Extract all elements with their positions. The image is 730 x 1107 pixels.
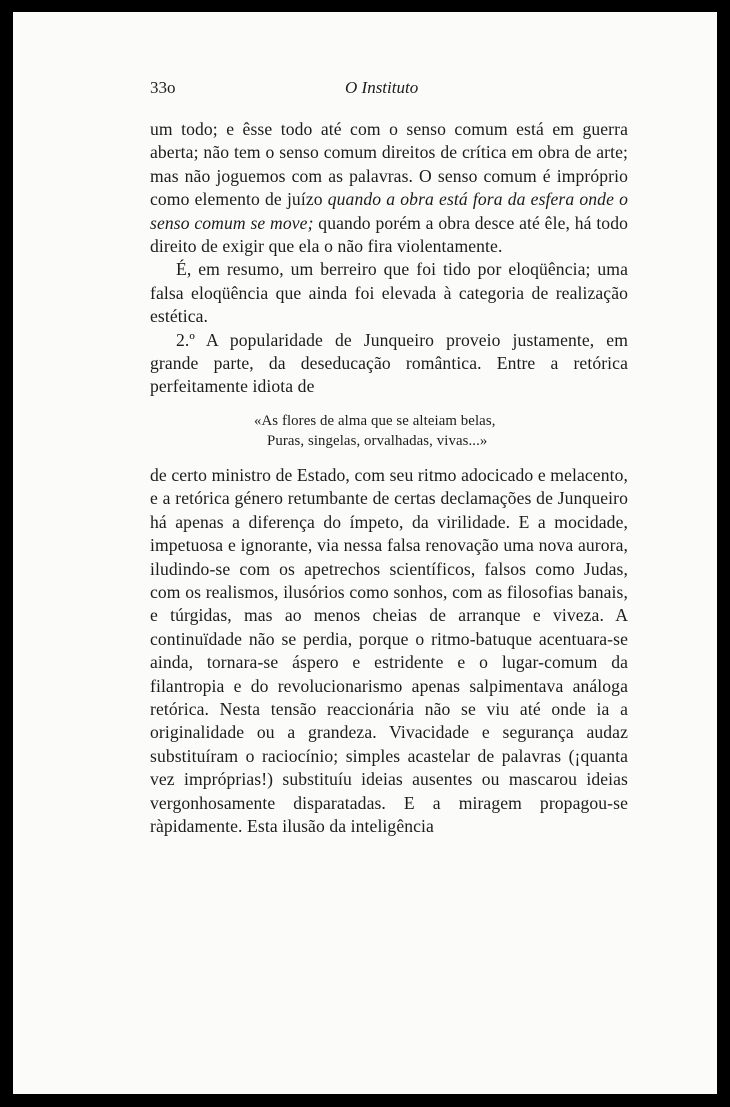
book-page	[13, 12, 717, 1094]
verse-line-2: Puras, singelas, orvalhadas, vivas...»	[267, 433, 488, 450]
page-number: 33o	[150, 78, 176, 97]
paragraph-3: 2.º A popularidade de Junqueiro proveio justamente, em grande parte, da deseducação romântica. Entre a retórica perfeitamente idiota de	[150, 329, 628, 397]
running-title: O Instituto	[345, 78, 419, 97]
paragraph-1-text-a: um todo; e êsse todo até com o senso comum está em guerra aberta; não tem o senso comum direitos de crítica em obra de arte; mas não joguemos com as palavras. O senso comum é impróprio como elemento de juízo	[150, 119, 628, 210]
running-head	[150, 78, 628, 100]
verse-quotation	[150, 411, 628, 452]
paragraph-2: É, em resumo, um berreiro que foi tido por eloqüência; uma falsa eloqüência que ainda foi elevada à categoria de realização estética.	[150, 259, 628, 327]
paragraph-1	[150, 118, 628, 258]
paragraph-1-text-b: quando porém a obra desce até êle, há todo direito de exigir que ela o não fira violentamente.	[150, 212, 628, 257]
paragraph-4: de certo ministro de Estado, com seu ritmo adocicado e melacento, e a retórica género retumbante de certas declamações de Junqueiro há apenas a diferença do ímpeto, da virilidade. E a mocidade, impetuosa e ignorante, via nessa falsa renovação uma nova aurora, iludindo-se com os apetrechos scientíficos, falsos como Judas, com os realismos, ilusórios como sonhos, com as filosofias banais, e túrgidas, mas ao menos cheias de arranque e viveza. A continuïdade não se perdia, porque o ritmo-batuque acentuara-se ainda, tornara-se áspero e estridente e o lugar-comum da filantropia e do revolucionarismo apenas salpimentava análoga retórica. Nesta tensão reaccionária não se viu até onde ia a originalidade ou a grandeza. Vivacidade e segurança audaz substituíram o raciocínio; simples acastelar de palavras (¡quanta vez impróprias!) substituíu ideias ausentes ou mascarou ideias vergonhosamente disparatadas. E a miragem propagou-se ràpidamente. Esta ilusão da inteligência	[150, 464, 628, 836]
body-text	[150, 118, 628, 838]
verse-line-1: «As flores de alma que se alteiam belas,	[254, 412, 496, 429]
paragraph-1-italic: quando a obra está fora da esfera onde o senso comum se move;	[150, 189, 628, 233]
